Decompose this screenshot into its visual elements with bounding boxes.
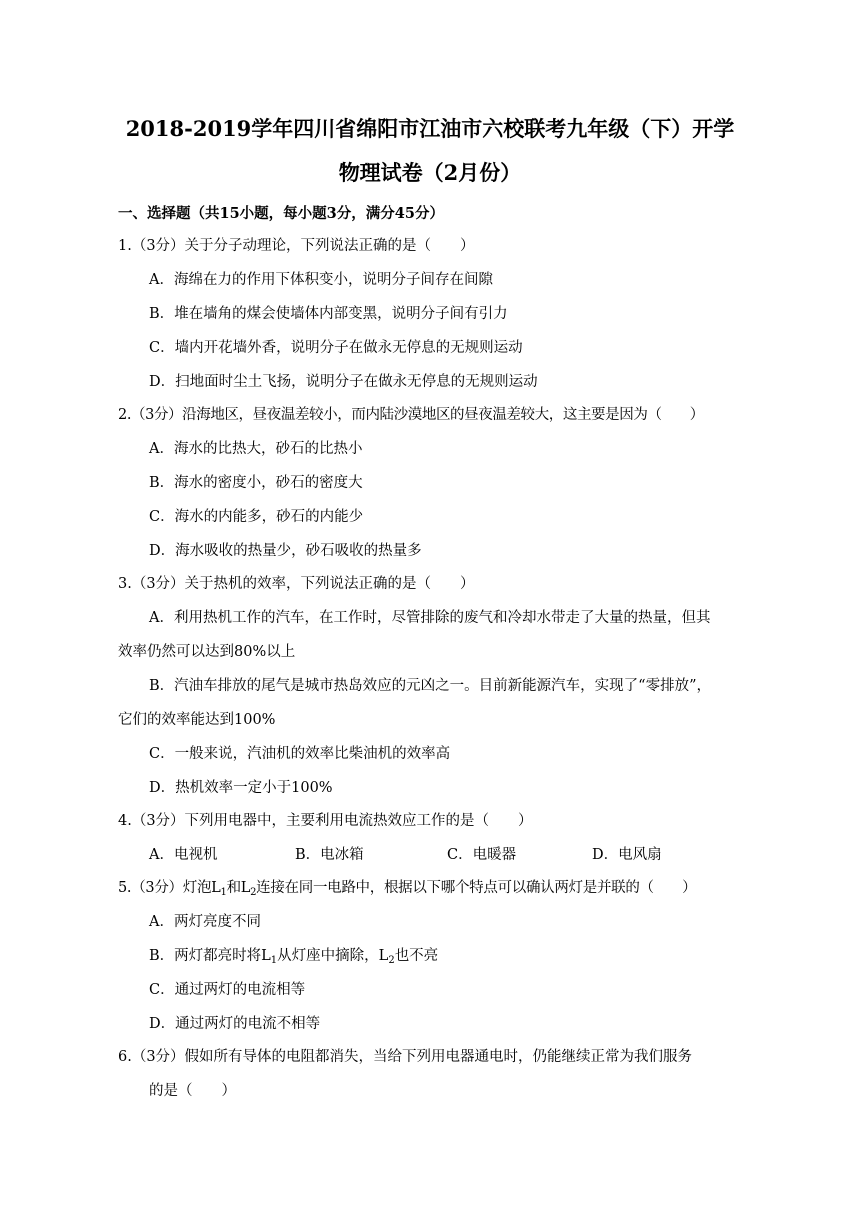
question-1-option-a: A．海绵在力的作用下体积变小，说明分子间存在间隙 bbox=[149, 272, 493, 288]
question-4-option-c: C．电暖器 bbox=[447, 847, 517, 863]
question-1-option-c: C．墙内开花墙外香，说明分子在做永无停息的无规则运动 bbox=[149, 340, 523, 356]
question-2-option-b: B．海水的密度小，砂石的密度大 bbox=[149, 475, 363, 491]
question-6-stem-line-1: 6.（3分）假如所有导体的电阻都消失，当给下列用电器通电时，仍能继续正常为我们服务 bbox=[118, 1049, 693, 1065]
question-3-option-b-line-2: 它们的效率能达到100% bbox=[118, 712, 276, 728]
question-3-option-b-line-1: B．汽油车排放的尾气是城市热岛效应的元凶之一。目前新能源汽车，实现了“零排放”， bbox=[149, 678, 711, 694]
question-5-stem-part: 5.（3分）灯泡L bbox=[118, 880, 221, 896]
question-3-option-d: D．热机效率一定小于100% bbox=[149, 780, 333, 796]
question-3-option-a-line-1: A．利用热机工作的汽车，在工作时，尽管排除的废气和冷却水带走了大量的热量，但其 bbox=[149, 610, 711, 626]
question-4-stem: 4.（3分）下列用电器中，主要利用电流热效应工作的是（ ） bbox=[118, 813, 533, 829]
subscript: 2 bbox=[250, 887, 257, 898]
question-5-option-b bbox=[149, 946, 438, 971]
question-2-option-a: A．海水的比热大，砂石的比热小 bbox=[149, 441, 363, 457]
exam-title-line-2: 物理试卷（2月份） bbox=[338, 160, 522, 185]
question-6-stem-line-2: 的是（ ） bbox=[149, 1083, 236, 1099]
question-5-stem-part: 和L bbox=[226, 880, 251, 896]
question-4-option-d: D．电风扇 bbox=[592, 847, 662, 863]
question-2-stem: 2.（3分）沿海地区，昼夜温差较小，而内陆沙漠地区的昼夜温差较大，这主要是因为（ ） bbox=[118, 407, 704, 423]
question-1-option-b: B．堆在墙角的煤会使墙体内部变黑，说明分子间有引力 bbox=[149, 306, 508, 322]
subscript: 1 bbox=[270, 955, 278, 966]
subscript: 2 bbox=[388, 955, 395, 966]
question-3-option-a-line-2: 效率仍然可以达到80%以上 bbox=[118, 644, 296, 660]
question-2-option-c: C．海水的内能多，砂石的内能少 bbox=[149, 509, 364, 525]
option-text-part: B．两灯都亮时将L bbox=[149, 948, 271, 964]
question-5-stem-part: 连接在同一电路中，根据以下哪个特点可以确认两灯是并联的（ ） bbox=[256, 880, 697, 896]
question-4-option-b: B．电冰箱 bbox=[295, 847, 364, 863]
option-text-part: 也不亮 bbox=[394, 948, 439, 964]
subscript: 1 bbox=[220, 887, 227, 898]
exam-title-line-1: 2018-2019学年四川省绵阳市江油市六校联考九年级（下）开学 bbox=[125, 116, 735, 141]
section-heading: 一、选择题（共15小题，每小题3分，满分45分） bbox=[118, 205, 444, 222]
question-4-option-a: A．电视机 bbox=[149, 847, 218, 863]
question-1-stem: 1.（3分）关于分子动理论，下列说法正确的是（ ） bbox=[118, 238, 475, 254]
question-3-option-c: C．一般来说，汽油机的效率比柴油机的效率高 bbox=[149, 746, 451, 762]
question-5-option-c: C．通过两灯的电流相等 bbox=[149, 982, 306, 998]
question-3-stem: 3.（3分）关于热机的效率，下列说法正确的是（ ） bbox=[118, 576, 475, 592]
question-5-stem bbox=[118, 878, 696, 903]
question-2-option-d: D．海水吸收的热量少，砂石吸收的热量多 bbox=[149, 543, 422, 559]
question-5-option-a: A．两灯亮度不同 bbox=[149, 914, 261, 930]
option-text-part: 从灯座中摘除，L bbox=[277, 948, 389, 964]
question-1-option-d: D．扫地面时尘土飞扬，说明分子在做永无停息的无规则运动 bbox=[149, 374, 538, 390]
question-5-option-d: D．通过两灯的电流不相等 bbox=[149, 1016, 321, 1032]
